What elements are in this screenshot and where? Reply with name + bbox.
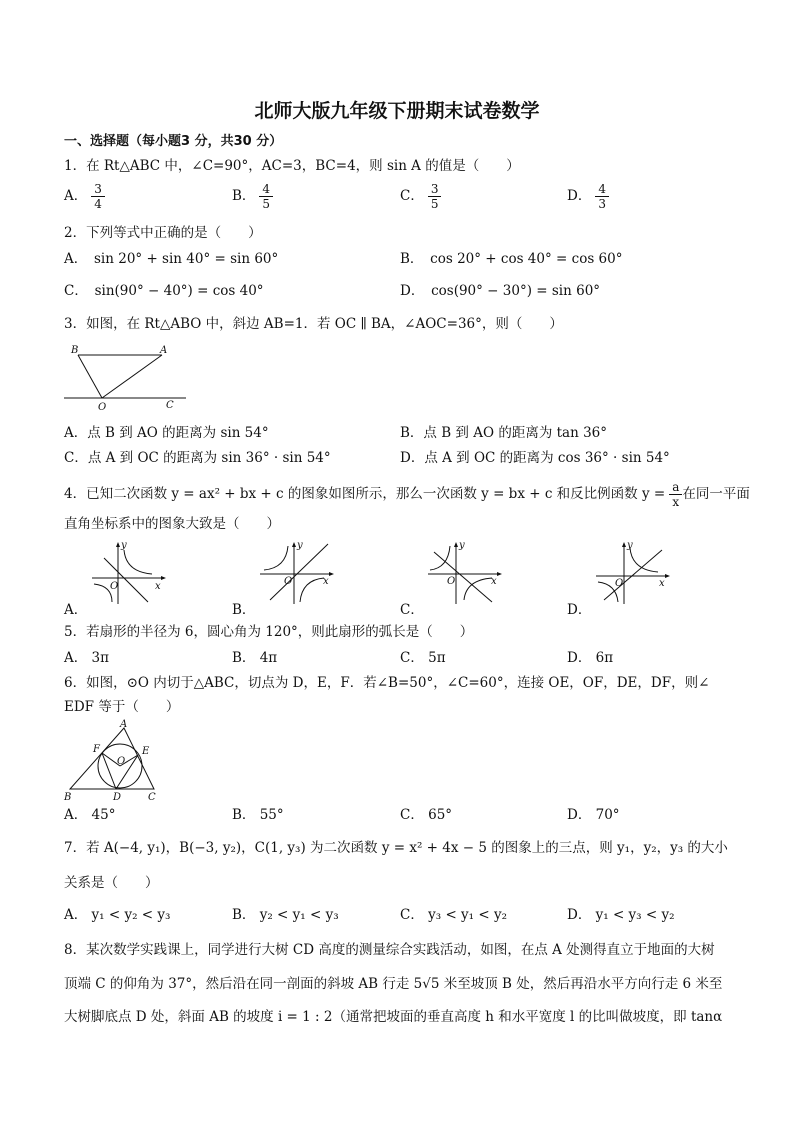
q4-option-b: B．	[232, 602, 256, 618]
q3-option-c: C．点 A 到 OC 的距离为 sin 36° · sin 54°	[64, 450, 331, 466]
q8-line2: 顶端 C 的仰角为 37°，然后沿在同一剖面的斜坡 AB 行走 5√5 米至坡顶 B 处，然后再沿水平方向行走 6 米至	[64, 976, 723, 992]
svg-text:O: O	[284, 576, 293, 587]
svg-text:y: y	[121, 540, 127, 551]
svg-text:O: O	[117, 756, 126, 767]
q7-stem-line2: 关系是（ ）	[64, 875, 159, 891]
svg-text:O: O	[447, 576, 456, 587]
q2-stem: 2．下列等式中正确的是（ ）	[64, 225, 262, 241]
q2-option-b: B． cos 20° + cos 40° = cos 60°	[400, 251, 623, 267]
exam-title: 北师大版九年级下册期末试卷数学	[254, 100, 540, 122]
q8-line1: 8．某次数学实践课上，同学进行大树 CD 高度的测量综合实践活动，如图，在点 A 处测得直立于地面的大树	[64, 942, 715, 958]
q5-option-b: B． 4π	[232, 650, 278, 666]
q6-option-c: C． 65°	[400, 807, 453, 823]
q3-label-o: O	[98, 402, 107, 413]
q2-option-c: C． sin(90° − 40°) = cos 40°	[64, 283, 264, 299]
q6-option-d: D． 70°	[567, 807, 620, 823]
q7-option-c: C． y₃ < y₁ < y₂	[400, 907, 508, 923]
q3-label-b: B	[71, 345, 79, 356]
svg-text:x: x	[323, 576, 329, 587]
q6-stem-line1: 6．如图，⊙O 内切于△ABC，切点为 D，E，F．若∠B=50°，∠C=60°，连接 OE，OF，DE，DF，则∠	[64, 675, 710, 691]
q4-graph-b	[258, 538, 336, 606]
svg-text:A: A	[120, 719, 128, 730]
svg-text:O: O	[615, 578, 624, 589]
svg-text:E: E	[142, 746, 150, 757]
svg-text:y: y	[627, 540, 633, 551]
q5-option-a: A． 3π	[64, 650, 110, 666]
q7-option-b: B． y₂ < y₁ < y₃	[232, 907, 339, 923]
q3-stem: 3．如图，在 Rt△ABO 中，斜边 AB=1．若 OC ∥ BA，∠AOC=36°，则（ ）	[64, 316, 563, 332]
q7-option-d: D． y₁ < y₃ < y₂	[567, 907, 675, 923]
q3-figure	[64, 343, 194, 413]
q3-label-c: C	[166, 400, 174, 411]
q2-option-d: D． cos(90° − 30°) = sin 60°	[400, 283, 601, 299]
q6-stem-line2: EDF 等于（ ）	[64, 699, 180, 715]
q4-option-a: A．	[64, 602, 88, 618]
q3-option-b: B．点 B 到 AO 的距离为 tan 36°	[400, 425, 608, 441]
q4-graph-a	[90, 538, 168, 606]
q4-option-d: D．	[567, 602, 592, 618]
q1-stem: 1．在 Rt△ABC 中，∠C=90°，AC=3，BC=4，则 sin A 的值是（ ）	[64, 158, 520, 174]
svg-text:y: y	[459, 540, 465, 551]
svg-text:F: F	[93, 744, 100, 755]
q6-option-a: A． 45°	[64, 807, 116, 823]
svg-text:C: C	[148, 792, 156, 803]
svg-text:B: B	[64, 792, 72, 803]
q6-option-b: B． 55°	[232, 807, 284, 823]
svg-text:x: x	[155, 581, 161, 592]
svg-text:x: x	[659, 578, 665, 589]
q4-stem-line1: 4．已知二次函数 y = ax² + bx + c 的图象如图所示，那么一次函数 y = bx + c 和反比例函数 y = $\frac{a}{x}$ 在同一平面	[64, 480, 750, 509]
q7-option-a: A． y₁ < y₂ < y₃	[64, 907, 171, 923]
svg-text:y: y	[297, 540, 303, 551]
svg-text:D: D	[113, 792, 122, 803]
svg-text:x: x	[491, 576, 497, 587]
svg-text:O: O	[110, 581, 119, 592]
q4-graph-c	[426, 538, 504, 606]
q7-stem-line1: 7．若 A(−4, y₁)，B(−3, y₂)，C(1, y₃) 为二次函数 y = x² + 4x − 5 的图象上的三点，则 y₁，y₂，y₃ 的大小	[64, 840, 728, 856]
q4-stem-line2: 直角坐标系中的图象大致是（ ）	[64, 516, 280, 532]
q1-option-c: C． $\frac{3}{5}$	[400, 182, 441, 211]
q6-figure	[64, 719, 164, 803]
q3-option-a: A．点 B 到 AO 的距离为 sin 54°	[64, 425, 269, 441]
q1-option-b: B． $\frac{4}{5}$	[232, 182, 273, 211]
q1-option-a: A． $\frac{3}{4}$	[64, 182, 105, 211]
q5-option-c: C． 5π	[400, 650, 446, 666]
q8-line3: 大树脚底点 D 处，斜面 AB 的坡度 i = 1 : 2（通常把坡面的垂直高度 h 和水平宽度 l 的比叫做坡度，即 tanα	[64, 1009, 723, 1025]
q2-option-a: A． sin 20° + sin 40° = sin 60°	[64, 251, 279, 267]
section-heading: 一、选择题（每小题3 分，共30 分）	[64, 134, 283, 149]
q5-option-d: D． 6π	[567, 650, 614, 666]
q3-option-d: D．点 A 到 OC 的距离为 cos 36° · sin 54°	[400, 450, 670, 466]
q3-label-a: A	[160, 345, 168, 356]
q1-option-d: D． $\frac{4}{3}$	[567, 182, 609, 211]
q4-graph-d	[594, 538, 672, 606]
q5-stem: 5．若扇形的半径为 6，圆心角为 120°，则此扇形的弧长是（ ）	[64, 624, 474, 640]
q4-option-c: C．	[400, 602, 424, 618]
